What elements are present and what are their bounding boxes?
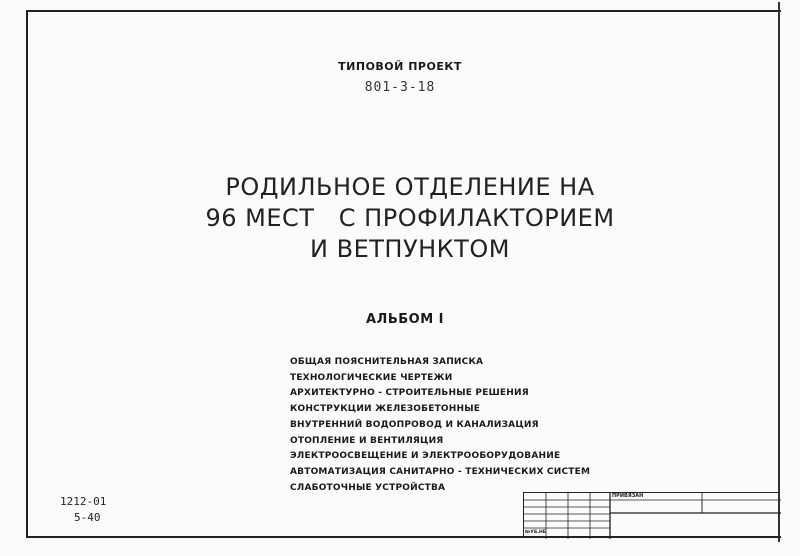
album-label: АЛЬБОМ I (365, 312, 445, 327)
contents-list (290, 355, 590, 496)
contents-item: ВНУТРЕННИЙ ВОДОПРОВОД И КАНАЛИЗАЦИЯ (290, 419, 539, 430)
title-line-1: РОДИЛЬНОЕ ОТДЕЛЕНИЕ НА (225, 173, 595, 201)
contents-item: СЛАБОТОЧНЫЕ УСТРОЙСТВА (290, 482, 446, 493)
contents-item: ЭЛЕКТРООСВЕЩЕНИЕ И ЭЛЕКТРООБОРУДОВАНИЕ (290, 451, 561, 462)
contents-item: ОБЩАЯ ПОЯСНИТЕЛЬНАЯ ЗАПИСКА (290, 357, 484, 367)
stamp-label: ПРИВЯЗАН (612, 493, 644, 499)
inventory-mark (60, 494, 106, 526)
stamp-grid (524, 493, 781, 539)
inventory-number: 1212-01 (60, 495, 107, 508)
contents-item: ТЕХНОЛОГИЧЕСКИЕ ЧЕРТЕЖИ (290, 372, 453, 383)
title-block-stamp (523, 492, 780, 538)
document-type-label: ТИПОВОЙ ПРОЕКТ (338, 60, 462, 73)
document-number: 801-3-18 (364, 80, 436, 95)
contents-item: ОТОПЛЕНИЕ И ВЕНТИЛЯЦИЯ (290, 435, 444, 446)
title-line-3: И ВЕТПУНКТОМ (310, 235, 510, 263)
document-title (150, 172, 670, 265)
title-line-2: 96 МЕСТ С ПРОФИЛАКТОРИЕМ (205, 204, 615, 232)
contents-item: КОНСТРУКЦИИ ЖЕЛЕЗОБЕТОННЫЕ (290, 404, 481, 415)
contents-item: АВТОМАТИЗАЦИЯ САНИТАРНО - ТЕХНИЧЕСКИХ СИСТЕМ (290, 466, 591, 477)
stamp-number-label: №УБ.НЕ (525, 530, 546, 535)
contents-item: АРХИТЕКТУРНО - СТРОИТЕЛЬНЫЕ РЕШЕНИЯ (290, 388, 529, 399)
inventory-sub-number: 5-40 (74, 511, 101, 524)
